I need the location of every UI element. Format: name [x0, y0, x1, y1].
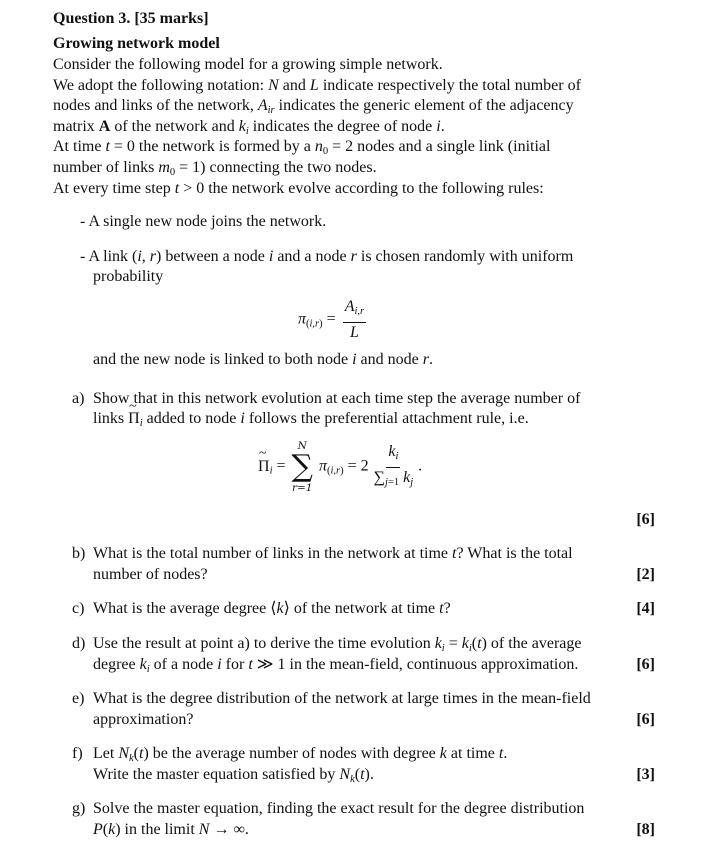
- part-g-line-1: Solve the master equation, finding the exact result for the degree distribution: [93, 800, 585, 817]
- part-b-marks: [2]: [636, 566, 655, 583]
- part-a-line-2: links ~ $\Pi_i$ added to node i follows the preferential attachment rule, i.e.: [93, 409, 529, 434]
- intro-line-4: matrix A of the network and $k_i$ indicates the degree of node i.: [53, 118, 445, 137]
- part-e-label: e): [72, 690, 85, 707]
- intro-line-7: At every time step t > 0 the network evolve according to the following rules:: [53, 180, 544, 197]
- part-b-label: b): [72, 545, 86, 562]
- formula-preferential-attachment: ~ $\Pi_i$ = N ∑ r=1 $\pi_{(i,r)} = 2$ $\frac{k_i}{\sum_{j=1} k_j}$ .: [258, 440, 422, 494]
- part-e-line-1: What is the degree distribution of the network at large times in the mean-field: [93, 690, 591, 707]
- intro-line-3: nodes and links of the network, $A_{ir}$ indicates the generic element of the adjacency: [53, 97, 574, 116]
- section-title: Growing network model: [53, 35, 220, 52]
- intro-line-6: number of links $m_0 = 1$) connecting the two nodes.: [53, 159, 377, 178]
- part-d-line-2: degree $k_i$ of a node i for t ≫ 1 in the mean-field, continuous approximation.: [93, 656, 579, 675]
- part-a-label: a): [72, 390, 85, 407]
- rule-1: - A single new node joins the network.: [80, 213, 327, 230]
- question-marks: [35 marks]: [134, 10, 209, 27]
- part-d-label: d): [72, 635, 86, 652]
- question-number: Question 3.: [53, 10, 131, 27]
- formula-pi: $\pi_{(i,r)}$ = $\frac{A_{i,r}}{L}$: [298, 298, 365, 341]
- part-g-marks: [8]: [636, 821, 655, 838]
- part-c-marks: [4]: [636, 600, 655, 617]
- part-f-line-2: Write the master equation satisfied by $N_k(t)$.: [93, 766, 374, 785]
- part-a-marks: [6]: [636, 511, 655, 528]
- part-e-line-2: approximation?: [93, 711, 194, 728]
- intro-line-1: Consider the following model for a growing simple network.: [53, 56, 443, 73]
- part-b-line-2: number of nodes?: [93, 566, 208, 583]
- part-c-line-1: What is the average degree ⟨k⟩ of the network at time t?: [93, 600, 451, 617]
- rule-3: and the new node is linked to both node i and node r.: [93, 351, 433, 368]
- rule-2-line-1: - A link (i, r) between a node i and a node r is chosen randomly with uniform: [80, 248, 574, 265]
- part-g-line-2: P(k) in the limit N → ∞.: [93, 821, 249, 838]
- part-d-line-1: Use the result at point a) to derive the time evolution $k_i = k_i(t)$ of the average: [93, 635, 582, 654]
- rule-2-line-2: probability: [93, 268, 164, 285]
- part-f-marks: [3]: [636, 766, 655, 783]
- intro-line-5: At time t = 0 the network is formed by a $n_0 = 2$ nodes and a single link (initial: [53, 138, 551, 157]
- part-g-label: g): [72, 800, 86, 817]
- question-header: [53, 9, 209, 29]
- part-b-line-1: What is the total number of links in the network at time t? What is the total: [93, 545, 573, 562]
- part-f-label: f): [72, 745, 83, 762]
- part-c-label: c): [72, 600, 85, 617]
- part-f-line-1: Let $N_k(t)$ be the average number of nodes with degree k at time t.: [93, 745, 508, 764]
- intro-line-2: We adopt the following notation: N and L indicate respectively the total number of: [53, 77, 581, 94]
- part-e-marks: [6]: [636, 711, 655, 728]
- part-a-line-1: Show that in this network evolution at each time step the average number of: [93, 390, 581, 407]
- part-d-marks: [6]: [636, 656, 655, 673]
